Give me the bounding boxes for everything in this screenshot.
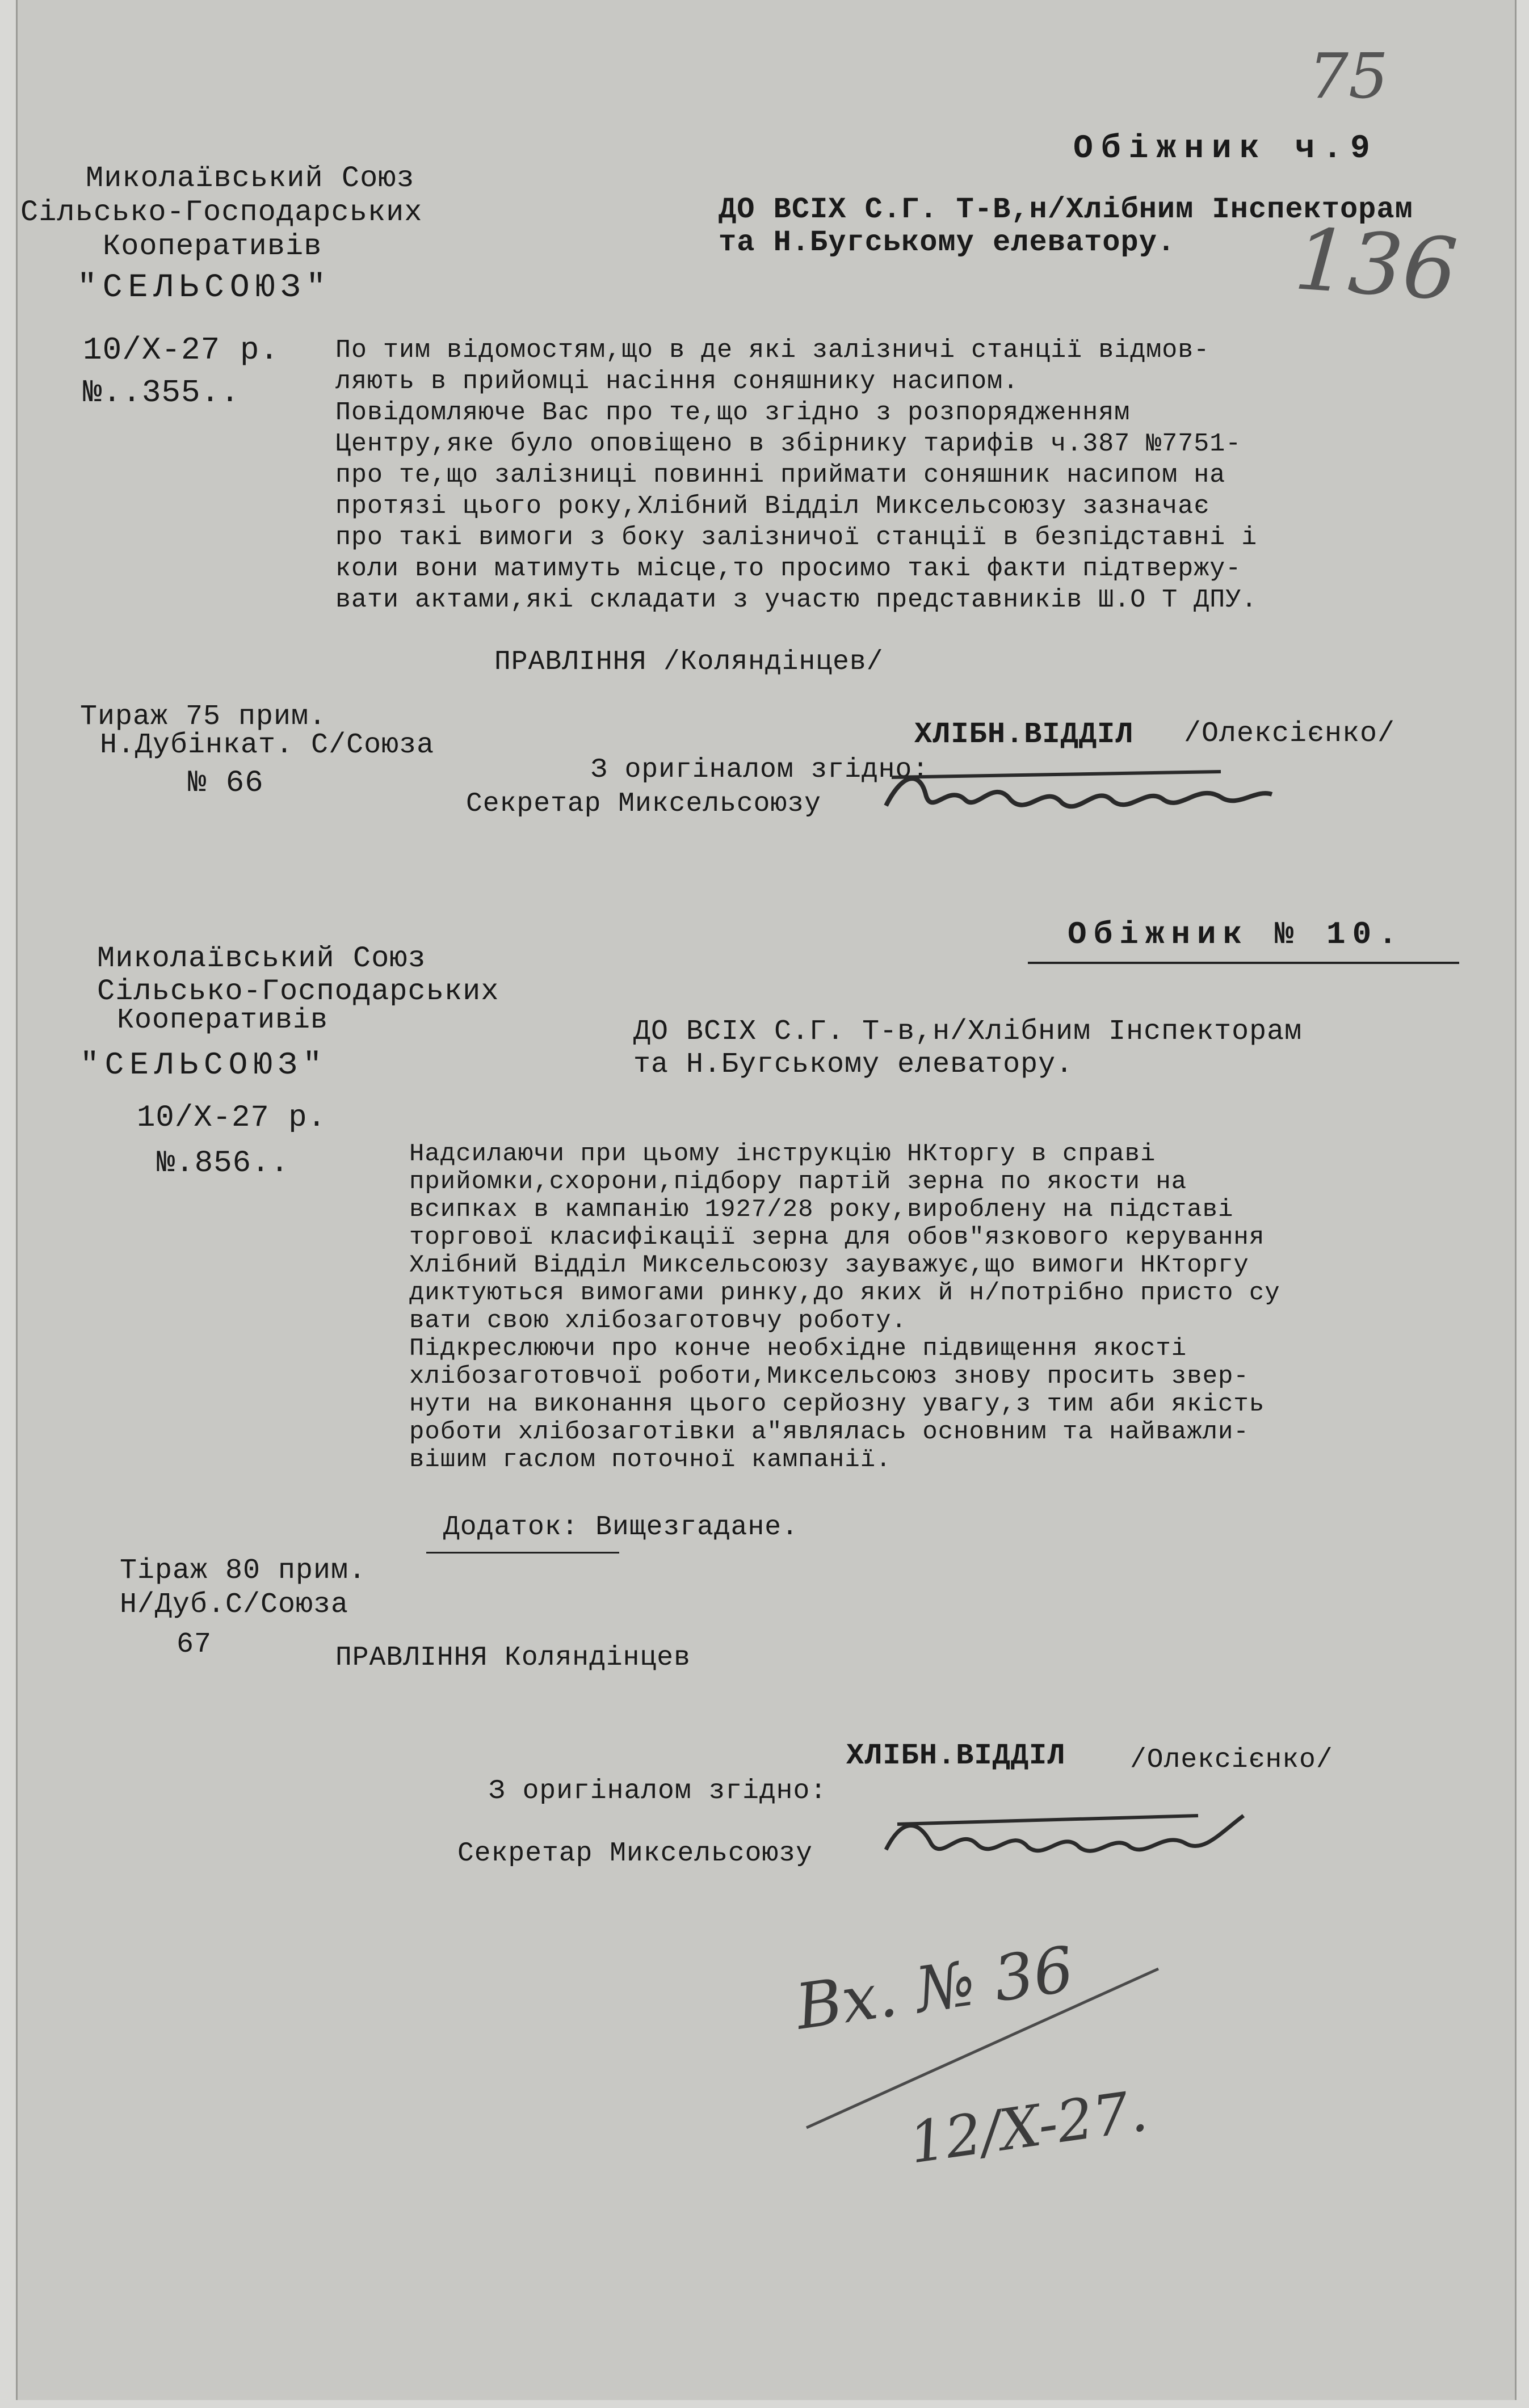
addressee-line2: та Н.Бугському елеватору. [719,226,1176,259]
circular-title-2: Обіжник № 10. [1068,916,1404,953]
circulation-line2: Н.Дубінкат. С/Союза [100,729,435,761]
handwritten-registration-number: Вх. № 36 [791,1933,1078,2044]
true-copy-note-2: З оригіналом згідно: [489,1776,827,1807]
board-signature-2: ПРАВЛІННЯ Коляндінцев [335,1643,691,1673]
circular-title: Обіжник ч.9 [1073,130,1378,167]
circulation-line1-2: Тіраж 80 прим. [120,1555,367,1587]
handwritten-registration-date: 12/X-27. [905,2077,1152,2177]
circulation-number: № 66 [188,766,264,801]
circulation-line1: Тираж 75 прим. [80,701,327,733]
body-text: По тим відомостям,що в де які залізничі станції відмов- ляють в прийомці насіння соняшнику насипом. Повідомляюче Вас про те,що згідно з розпорядженням Центру,яке було оповіщено в збірнику тарифів ч.387 №7751- про те,що залізниці повинні приймати соняшник насипом на протязі цього року,Хлібний Відділ Миксельсоюзу зазначає про такі вимоги з боку залізничої станції в безпідставні і коли вони матимуть місце,то просимо такі факти підтвержу- вати актами,які складати з участю представників Ш.О Т ДПУ. [335,336,1258,614]
archive-page-number: 75 [1309,40,1388,112]
attachment-note: Додаток: Вищезгадане. [443,1512,799,1543]
org-name-line2: Сільсько-Господарських [20,196,423,229]
org-short-name-2: "СЕЛЬСОЮЗ" [80,1047,328,1083]
grain-department-2: ХЛІБН.ВІДДІЛ [846,1739,1066,1773]
org-name-line2-2: Сільсько-Господарських [97,975,499,1008]
secretary-label: Секретар Миксельсоюзу [466,789,821,819]
grain-department: ХЛІБН.ВІДДІЛ [914,718,1134,751]
board-signature: ПРАВЛІННЯ /Коляндінцев/ [494,647,884,677]
secretary-signature-2 [880,1799,1249,1872]
body-text-2: Надсилаючи при цьому інструкцію НКторгу в справі прийомки,схорони,підбору партій зерна по якости на всипках в кампанію 1927/28 року,вироблену на підставі торгової класифікації зерна для обов"язкового керування Хлібний Відділ Миксельсоюзу зауважує,що вимоги НКторгу диктуються вимогами ринку,до яких й н/потрібно присто су вати свою хлібозаготовчу роботу. Підкреслюючи про конче необхідне підвищення якості хлібозаготовчої роботи,Миксельсоюз знову просить звер- нути на виконання цього серйозну увагу,з тим аби якість роботи хлібозаготівки а"являлась основним та найважли- вішим гаслом поточної кампанії. [409,1140,1280,1474]
org-name-line1: Миколаївський Союз [86,162,415,195]
org-name-line3-2: Кооперативів [117,1004,329,1037]
org-short-name: "СЕЛЬСОЮЗ" [77,270,332,306]
secretary-signature [880,760,1278,828]
signatory-name: /Олексієнко/ [1184,718,1396,750]
attachment-rule [426,1552,619,1554]
doc-number-2: №.856.. [157,1146,289,1181]
secretary-label-2: Секретар Миксельсоюзу [457,1838,813,1869]
doc-date-2: 10/X-27 р. [137,1101,327,1135]
org-name-line1-2: Миколаївський Союз [97,942,426,975]
title-underline [1028,962,1459,964]
addressee-line2-2: та Н.Бугському елеватору. [633,1049,1074,1081]
addressee-line1-2: ДО ВСІХ С.Г. Т-в,н/Хлібним Інспекторам [633,1016,1303,1048]
addressee-line1: ДО ВСІХ С.Г. Т-В,н/Хлібним Інспекторам [719,193,1413,226]
circulation-line2-2: Н/Дуб.С/Союза [120,1589,349,1621]
doc-number: №..355.. [83,374,240,411]
circulation-number-2: 67 [177,1628,212,1661]
document-sheet [16,0,1517,2400]
doc-date: 10/X-27 р. [83,332,280,368]
stamp-number: 136 [1291,210,1461,320]
true-copy-note: З оригіналом згідно: [591,755,930,785]
org-name-line3: Кооперативів [103,230,322,263]
signatory-name-2: /Олексієнко/ [1130,1745,1333,1775]
